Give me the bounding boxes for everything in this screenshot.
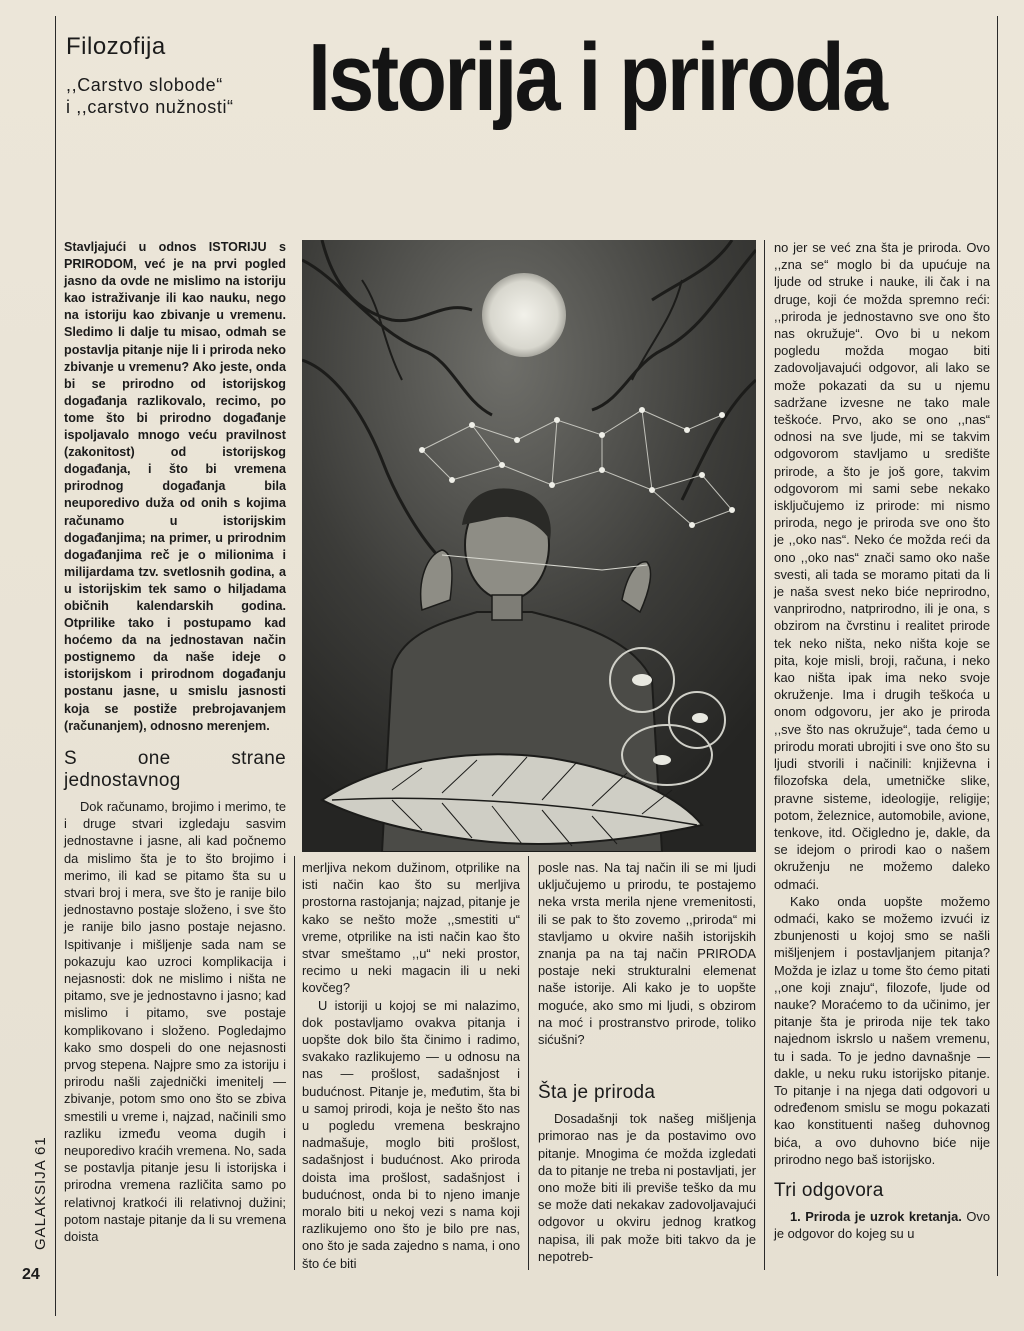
paragraph: U istoriji u kojoj se mi nalazimo, dok postavljamo ovakva pitanja i uopšte dok bilo šta činimo i radimo, svakako razlikujemo — u odnosu na nas — prošlost, sadašnjost i budućnost. Pitanje je, međutim, šta bi u samoj prirodi, koja je nešto što nas u pogledu vremena beskrajno nadmašuje, moglo biti prošlost, sadašnjost i budućnost. Ako priroda doista ima prošlost, sadašnjost i budućnost, onda bi to njeno imanje moralo biti u nekoj vezi s nama koji razlikujemo ono što je bilo pre nas, ono što je sada zajedno s nama, i ono što će biti bbox=[302, 997, 520, 1271]
paragraph bbox=[774, 1208, 990, 1242]
lead-paragraph: Stavljajući u odnos ISTORIJU s PRIRODOM, već je na prvi pogled jasno da ovde ne mislimo na istoriju kao istraživanje ili kao nauku, nego na istoriju kao zbivanje u vremenu. Sledimo li dalje tu misao, odmah se postavlja pitanje nije li i priroda neko zbivanje u vremenu? Ako jeste, onda bi se prirodno od istorijskog događanja razlikovalo, recimo, po tome što bi prirodno događanje ispoljavalo mnogo veću pravilnost (zakonitost) od istorijskog događanja, i što bi vremena prirodnog događanja bila neuporedivo duža od onih s kojima računamo u istorijskim događanjima; na primer, u prirodnim događanjima reč je o milionima i milijardama tzv. svetlosnih godina, a u istorijskim tek samo o hiljadama običnih kalendarskih godina. Otprilike tako i postupamo kad hoćemo da na jednostavan način postignemo da naše ideje o istorijskom i prirodnom događanju postanu jasne, u smislu jasnosti koja se postiže prebrojavanjem (računanjem), odnosno merenjem. bbox=[64, 240, 286, 733]
column-1 bbox=[64, 748, 286, 1245]
column-4 bbox=[774, 239, 990, 1242]
section-label: Filozofija bbox=[66, 33, 166, 60]
subheading-tri-odgovora: Tri odgovora bbox=[774, 1179, 884, 1201]
numbered-answer: 1. Priroda je uzrok kretanja. bbox=[790, 1208, 962, 1224]
paragraph: no jer se već zna šta je priroda. Ovo ,,zna se“ moglo bi da upućuje na ljude od struke i nauke, ili čak i na druge, koji će možda spremno reći: ,,priroda je jednostavno sve ono što nas okružuje“. Ovo bi u nekom pogledu možda mogao biti zadovoljavajući odgovor, ali lako se može pokazati da su u njemu sadržane izvesne ne tako male teškoće. Prvo, ako se ono ,,nas“ odnosi na sve ljude, mi se takvim odgovorom stavljamo u središte prirode, a što je još gore, takvim odgovorom mi sami sebe nekako isključujemo iz prirode: mi nismo priroda, nego je priroda sve ono što je ,,oko nas“. Neko će možda reći da ono ,,oko nas“ znači samo oko naše svesti, ali tada se moramo pitati da li je naša svest neko biće neprirodno, vanprirodno, natprirodno, ili je ona, s obzirom na čvrstinu i realitet prirode tek neko ništa, neko ništa koje se pita, koje misli, broji, računa, i neko kao ništa ipak ima neko svoje okruženje. Ima i drugih teškoća u onom odgovoru, jer ako je priroda ,,sve što nas okružuje“, tada ćemo u prirodu morati ubrojiti i sve ono što su ljudi stvorili i načinili: književna i filozofska dela, umetničke slike, pravne sisteme, ideologije, religije; potom, železnice, automobile, avione, tenkove, itd. Očigledno je, dakle, da se idejom o prirodi kao o našem okruženju ne možemo daleko odmaći. bbox=[774, 240, 990, 892]
column-2 bbox=[302, 859, 520, 1272]
moon bbox=[482, 273, 566, 357]
paragraph: merljiva nekom dužinom, otprilike na isti način kao što su merljiva prostorna rastojanja; najzad, pitanje je kako se nešto može ,,smestiti u“ vreme, otprilike na isti način kao što stvar smeštamo ,,u“ neki prostor, recimo u neki magacin ili u neki kovčeg? bbox=[302, 860, 520, 996]
article-title: Istorija i priroda bbox=[307, 24, 886, 131]
subtitle-line: i ,,carstvo nužnosti“ bbox=[66, 97, 234, 117]
paragraph: Dosadašnji tok našeg mišljenja primorao nas je da postavimo ovo pitanje. Mnogima će možda izgledati da to pitanje ne treba ni postavljati, jer ono može biti ili previše teško da mu se može dati nekakav zadovoljavajući odgovor u okviru jednog kratkog napisa, ili pak može biti takvo da je nepotreb- bbox=[538, 1111, 756, 1264]
column-rule bbox=[294, 856, 295, 1270]
paragraph-text: Ovo je odgovor do kojeg su u bbox=[774, 1208, 990, 1242]
running-head: GALAKSIJA 61 bbox=[32, 1136, 49, 1250]
left-margin-rule bbox=[55, 16, 56, 1316]
subheading-s-one-strane: S one strane jednostavnog bbox=[64, 748, 286, 791]
paragraph: Dok računamo, brojimo i merimo, te i druge stvari izgledaju sasvim jednostavne i jasne, ali kad počnemo da mislimo šta je to što brojimo i merimo, ili kad se pitamo šta su u stvari broj i mera, sve što je ranije bilo jednostavno postaje složeno, i sve što je ranije bilo jasno postaje nejasno. Ispitivanje i mišljenje sada nam se pokazuju kao uzroci komplikacija i nejasnosti: dok ne mislimo i ništa ne pitamo, sve je jednostavno i jasno; kad mislimo i pitamo, sve postaje komplikovano i složeno. Pogledajmo kako smo dospeli do one nejasnosti prvog stepena. Najpre smo za istoriju i prirodu našli zajednički imenitelj — zbivanje, potom smo ono što se zbiva smestili u vreme i, najzad, načinili smo razliku između veoma dugih i neuporedivo kraćih vremena. No, sada se postavlja pitanje jesu li istorijska i prirodna vremena različita samo po relativnoj kratkoći ili relativnoj dužini; potom nastaje pitanje da li su vremena doista bbox=[64, 799, 286, 1245]
subtitle-line: ,,Carstvo slobode“ bbox=[66, 75, 223, 95]
column-3 bbox=[538, 859, 756, 1265]
article-subtitle bbox=[66, 74, 234, 118]
subheading-sta-je-priroda: Šta je priroda bbox=[538, 1082, 656, 1104]
column-rule bbox=[764, 240, 765, 1270]
right-margin-rule bbox=[997, 16, 998, 1276]
page-number: 24 bbox=[22, 1266, 40, 1283]
column-rule bbox=[528, 856, 529, 1270]
paragraph: Kako onda uopšte možemo odmaći, kako se možemo izvući iz zbunjenosti u kojoj smo se našli mišljenjem i postavljanjem pitanja? Možda je izlaz u tome što ćemo pitati ,,one koji znaju“, filozofe, ljude od nauke? Moraćemo to da učinimo, jer pitanje šta je priroda nije tek tako najednom iskrslo u našem vremenu, tu i sada. To je jedno davnašnje — dakle, u neku ruku istorijsko pitanje. To pitanje i na njega dati odgovori u određenom smislu se mogu pokazati kao konstituenti našeg duhovnog bića, a ovo duhovno biće nije prirodno nego baš istorijsko. bbox=[774, 893, 990, 1167]
paragraph: posle nas. Na taj način ili se mi ljudi uključujemo u prirodu, te postajemo neka vrsta merila njene vremenitosti, ili se pak to što zovemo ,,priroda“ mi stavljamo u okvire naših istorijskih znanja pa na taj način PRIRODA postaje neki strukturalni elemenat naše istorije. Ali kako je to uopšte moguće, ako smo mi ljudi, s obzirom na moć i prostranstvo prirode, toliko sićušni? bbox=[538, 860, 756, 1048]
illustration-moon-constellation bbox=[302, 240, 756, 852]
